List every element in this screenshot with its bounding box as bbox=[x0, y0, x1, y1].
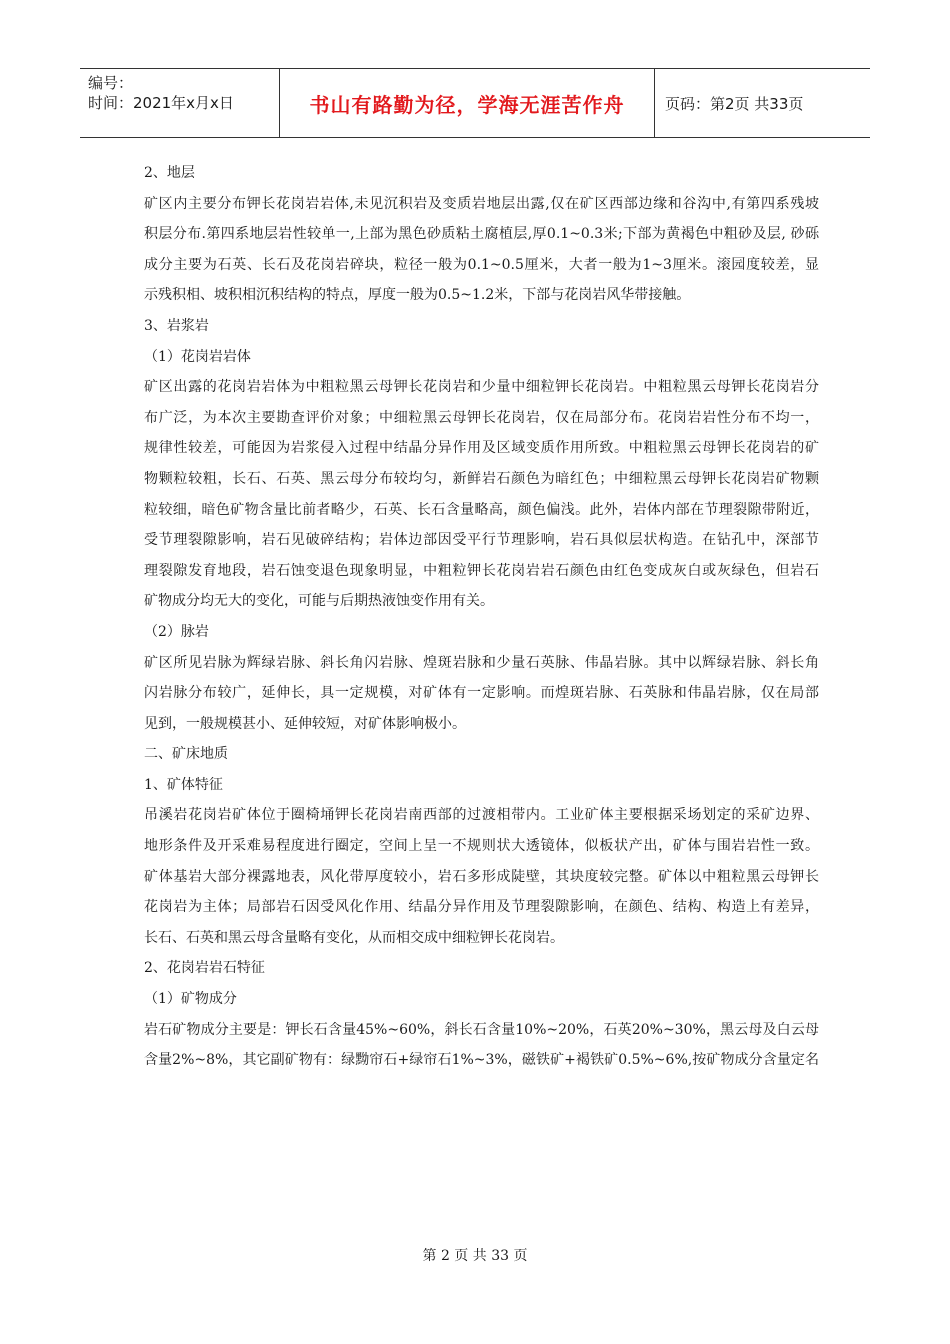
text-line: 长石、石英和黑云母含量略有变化，从而相交成中细粒钾长花岗岩。 bbox=[144, 929, 564, 946]
text-line: 矿区所见岩脉为辉绿岩脉、斜长角闪岩脉、煌斑岩脉和少量石英脉、伟晶岩脉。其中以辉绿岩脉、斜长角 bbox=[144, 654, 819, 671]
text-line: 地形条件及开采难易程度进行圈定，空间上呈一不规则状大透镜体，似板状产出，矿体与围岩岩性一致。 bbox=[144, 838, 819, 855]
text-line: 二、矿床地质 bbox=[144, 746, 228, 763]
text-line: 矿区内主要分布钾长花岗岩岩体,未见沉积岩及变质岩地层出露,仅在矿区西部边缘和谷沟中,有第四系残坡 bbox=[144, 195, 819, 212]
text-line: （1）花岗岩岩体 bbox=[144, 348, 251, 365]
text-line: （1）矿物成分 bbox=[144, 991, 237, 1008]
text-line: 粒较细，暗色矿物含量比前者略少，石英、长石含量略高，颜色偏浅。此外，岩体内部在节理裂隙带附近， bbox=[144, 501, 819, 518]
header-motto: 书山有路勤为径，学海无涯苦作舟 bbox=[280, 69, 655, 137]
text-line: 3、岩浆岩 bbox=[144, 317, 209, 334]
text-line: 受节理裂隙影响，岩石见破碎结构；岩体边部因受平行节理影响，岩石具似层状构造。在钻孔中，深部节 bbox=[144, 532, 819, 549]
text-line: 岩石矿物成分主要是：钾长石含量45%~60%，斜长石含量10%~20%，石英20%~30%，黑云母及白云母 bbox=[144, 1021, 819, 1038]
text-line: 示残积相、坡积相沉积结构的特点，厚度一般为0.5~1.2米，下部与花岗岩风华带接触。 bbox=[144, 287, 691, 304]
text-line: 2、花岗岩岩石特征 bbox=[144, 960, 265, 977]
text-line: 吊溪岩花岗岩矿体位于圈椅埇钾长花岗岩南西部的过渡相带内。工业矿体主要根据采场划定的采矿边界、 bbox=[144, 807, 819, 824]
document-body bbox=[144, 158, 819, 1076]
text-line: 2、地层 bbox=[144, 165, 195, 181]
text-line: （2）脉岩 bbox=[144, 623, 209, 640]
header-meta bbox=[80, 69, 280, 137]
header-page-info: 页码：第2页 共33页 bbox=[665, 94, 804, 113]
text-line: 闪岩脉分布较广，延伸长，具一定规模，对矿体有一定影响。而煌斑岩脉、石英脉和伟晶岩脉，仅在局部 bbox=[144, 685, 819, 702]
text-line: 布广泛，为本次主要勘查评价对象；中细粒黑云母钾长花岗岩，仅在局部分布。花岗岩岩性分布不均一， bbox=[144, 409, 819, 426]
text-line: 矿物成分均无大的变化，可能与后期热液蚀变作用有关。 bbox=[144, 593, 494, 610]
page-header bbox=[80, 68, 870, 138]
date-label: 时间：2021年x月x日 bbox=[88, 94, 234, 112]
text-line: 1、矿体特征 bbox=[144, 776, 223, 793]
text-line: 规律性较差，可能因为岩浆侵入过程中结晶分异作用及区域变质作用所致。中粗粒黑云母钾长花岗岩的矿 bbox=[144, 440, 819, 457]
text-line: 见到，一般规模甚小、延伸较短，对矿体影响极小。 bbox=[144, 715, 466, 732]
text-line: 积层分布.第四系地层岩性较单一,上部为黑色砂质粘土腐植层,厚0.1~0.3米;下部为黄褐色中粗砂及层, 砂砾 bbox=[144, 226, 819, 243]
page-footer: 第 2 页 共 33 页 bbox=[422, 1248, 528, 1264]
text-line: 花岗岩为主体；局部岩石因受风化作用、结晶分异作用及节理裂隙影响，在颜色、结构、构造上有差异， bbox=[144, 899, 819, 916]
number-label: 编号： bbox=[88, 74, 134, 92]
text-line: 成分主要为石英、长石及花岗岩碎块，粒径一般为0.1~0.5厘米，大者一般为1~3厘米。滚园度较差，显 bbox=[144, 256, 819, 273]
text-line: 含量2%~8%，其它副矿物有：绿黝帘石+绿帘石1%~3%，磁铁矿+褐铁矿0.5%~6%,按矿物成分含量定名 bbox=[144, 1052, 819, 1069]
text-line: 矿体基岩大部分裸露地表，风化带厚度较小，岩石多形成陡壁，其块度较完整。矿体以中粗粒黑云母钾长 bbox=[144, 868, 819, 885]
text-line: 矿区出露的花岗岩岩体为中粗粒黑云母钾长花岗岩和少量中细粒钾长花岗岩。中粗粒黑云母钾长花岗岩分 bbox=[144, 379, 819, 396]
text-line: 物颗粒较粗，长石、石英、黑云母分布较均匀，新鲜岩石颜色为暗红色；中细粒黑云母钾长花岗岩矿物颗 bbox=[144, 470, 819, 487]
text-line: 理裂隙发育地段，岩石蚀变退色现象明显，中粗粒钾长花岗岩岩石颜色由红色变成灰白或灰绿色，但岩石 bbox=[144, 562, 819, 579]
